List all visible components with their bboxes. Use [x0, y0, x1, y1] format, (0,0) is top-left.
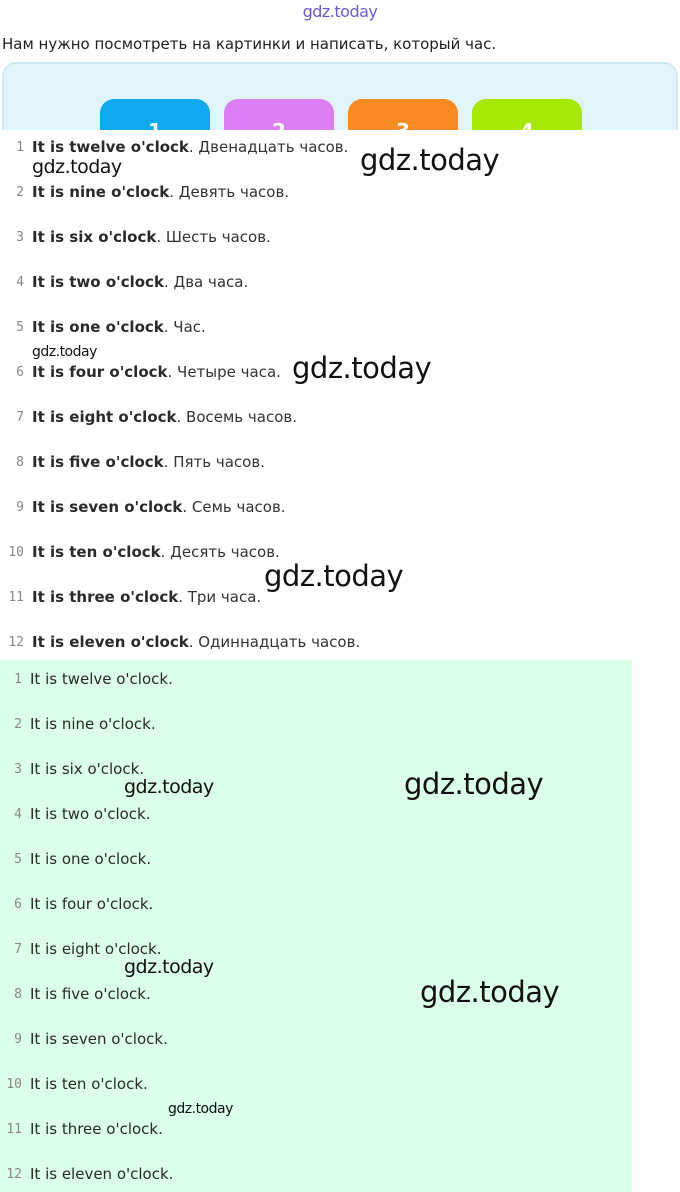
- answer-text: It is three o'clock.: [30, 1120, 163, 1138]
- list-item: [0, 982, 151, 1006]
- site-logo: gdz.today: [302, 2, 378, 21]
- answer-text: It is two o'clock.: [30, 805, 151, 823]
- item-number: 1: [14, 671, 22, 687]
- list-item: [0, 495, 286, 519]
- list-item: [0, 270, 248, 294]
- english-answer: It is eight o'clock: [32, 408, 177, 426]
- answers-list: [0, 660, 632, 1192]
- item-number: 6: [14, 896, 22, 912]
- answer-text: It is ten o'clock.: [30, 1075, 148, 1093]
- item-number: 6: [16, 364, 24, 380]
- item-number: 7: [14, 941, 22, 957]
- item-number: 9: [16, 499, 24, 515]
- english-answer: It is seven o'clock: [32, 498, 183, 516]
- list-item: [0, 892, 153, 916]
- answer-text: It is four o'clock.: [30, 895, 154, 913]
- watermark: gdz.today: [360, 143, 500, 177]
- watermark: gdz.today: [124, 956, 214, 978]
- item-number: 11: [8, 589, 24, 605]
- item-number: 12: [6, 1166, 22, 1182]
- answer-text: It is twelve o'clock.: [30, 670, 173, 688]
- russian-translation: . Четыре часа.: [167, 363, 281, 381]
- russian-translation: . Два часа.: [163, 273, 249, 291]
- list-item: [0, 1162, 173, 1186]
- item-number: 8: [16, 454, 24, 470]
- english-answer: It is one o'clock: [32, 318, 164, 336]
- list-item: [0, 847, 151, 871]
- item-number: 4: [16, 274, 24, 290]
- list-item: [0, 405, 297, 429]
- list-item: [0, 667, 173, 691]
- list-item: [0, 225, 271, 249]
- list-item: [0, 630, 360, 654]
- english-answer: It is six o'clock: [32, 228, 157, 246]
- english-answer: It is three o'clock: [32, 588, 179, 606]
- watermark: gdz.today: [168, 1101, 233, 1117]
- answer-text: It is one o'clock.: [30, 850, 152, 868]
- list-item: [0, 540, 280, 564]
- watermark: gdz.today: [420, 975, 560, 1009]
- item-number: 2: [16, 184, 24, 200]
- russian-translation: . Пять часов.: [163, 453, 265, 471]
- russian-translation: . Девять часов.: [169, 183, 290, 201]
- english-answer: It is four o'clock: [32, 363, 168, 381]
- russian-translation: . Шесть часов.: [156, 228, 271, 246]
- answer-text: It is six o'clock.: [30, 760, 145, 778]
- item-number: 7: [16, 409, 24, 425]
- watermark: gdz.today: [292, 351, 432, 385]
- item-number: 10: [8, 544, 24, 560]
- russian-translation: . Восемь часов.: [176, 408, 297, 426]
- russian-translation: . Три часа.: [178, 588, 262, 606]
- russian-translation: . Семь часов.: [182, 498, 286, 516]
- answer-text: It is five o'clock.: [30, 985, 151, 1003]
- item-number: 11: [6, 1121, 22, 1137]
- watermark: gdz.today: [404, 767, 544, 801]
- list-item: [0, 360, 281, 384]
- item-number: 9: [14, 1031, 22, 1047]
- list-item: [0, 315, 206, 339]
- russian-translation: . Десять часов.: [160, 543, 280, 561]
- list-item: [0, 450, 265, 474]
- item-number: 12: [8, 634, 24, 650]
- english-answer: It is nine o'clock: [32, 183, 170, 201]
- item-number: 5: [14, 851, 22, 867]
- list-item: [0, 712, 156, 736]
- watermark: gdz.today: [32, 344, 97, 360]
- list-item: [0, 1072, 148, 1096]
- answer-text: It is seven o'clock.: [30, 1030, 168, 1048]
- list-item: [0, 1117, 163, 1141]
- item-number: 3: [16, 229, 24, 245]
- russian-translation: . Одиннадцать часов.: [188, 633, 361, 651]
- item-number: 1: [16, 139, 24, 155]
- answer-text: It is nine o'clock.: [30, 715, 156, 733]
- list-item: [0, 757, 144, 781]
- item-number: 2: [14, 716, 22, 732]
- answer-text: It is eleven o'clock.: [30, 1165, 174, 1183]
- answer-text: It is eight o'clock.: [30, 940, 162, 958]
- item-number: 4: [14, 806, 22, 822]
- russian-translation: . Час.: [163, 318, 206, 336]
- english-answer: It is two o'clock: [32, 273, 164, 291]
- english-answer: It is eleven o'clock: [32, 633, 189, 651]
- english-answer: It is five o'clock: [32, 453, 164, 471]
- item-number: 8: [14, 986, 22, 1002]
- list-item: [0, 585, 261, 609]
- item-number: 3: [14, 761, 22, 777]
- task-instruction: Нам нужно посмотреть на картинки и написать, который час.: [2, 35, 497, 53]
- watermark: gdz.today: [124, 776, 214, 798]
- english-answer: It is twelve o'clock: [32, 138, 189, 156]
- item-number: 10: [6, 1076, 22, 1092]
- english-answer: It is ten o'clock: [32, 543, 161, 561]
- russian-translation: . Двенадцать часов.: [188, 138, 349, 156]
- list-item: [0, 1027, 168, 1051]
- watermark: gdz.today: [32, 156, 122, 178]
- list-item: [0, 802, 151, 826]
- watermark: gdz.today: [264, 559, 404, 593]
- list-item: [0, 180, 289, 204]
- item-number: 5: [16, 319, 24, 335]
